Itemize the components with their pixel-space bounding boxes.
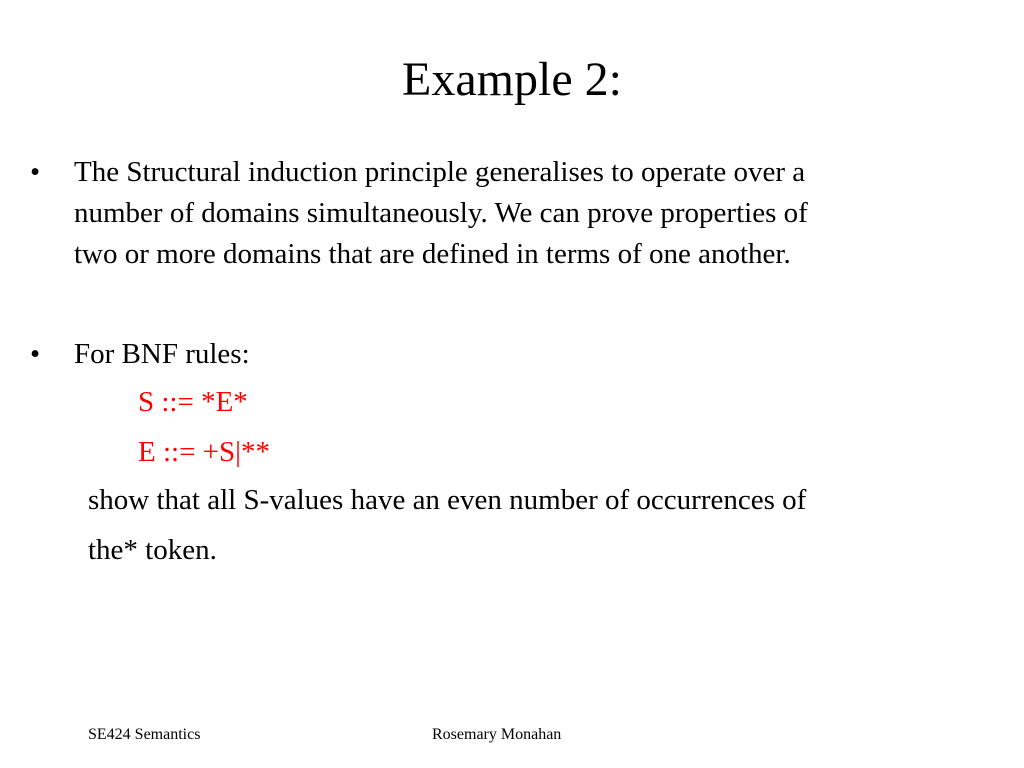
footer-course: SE424 Semantics [88,726,201,743]
bullet-paragraph [74,152,974,275]
bullet-text: For BNF rules: [74,338,250,370]
bullet-line: number of domains simultaneously. We can prove properties of [74,197,808,229]
footer-author: Rosemary Monahan [432,726,562,743]
conclusion-line: the* token. [88,534,217,566]
slide-title: Example 2: [402,53,622,106]
bullet-line: The Structural induction principle generalises to operate over a [74,156,806,188]
bnf-rule-s: S ::= *E* [138,386,248,418]
conclusion-line: show that all S-values have an even number of occurrences of [88,484,807,516]
bullet-line: two or more domains that are defined in terms of one another. [74,238,791,270]
bullet-icon: • [30,156,41,188]
bnf-rule-e: E ::= +S|** [138,436,270,468]
bullet-icon: • [30,338,41,370]
